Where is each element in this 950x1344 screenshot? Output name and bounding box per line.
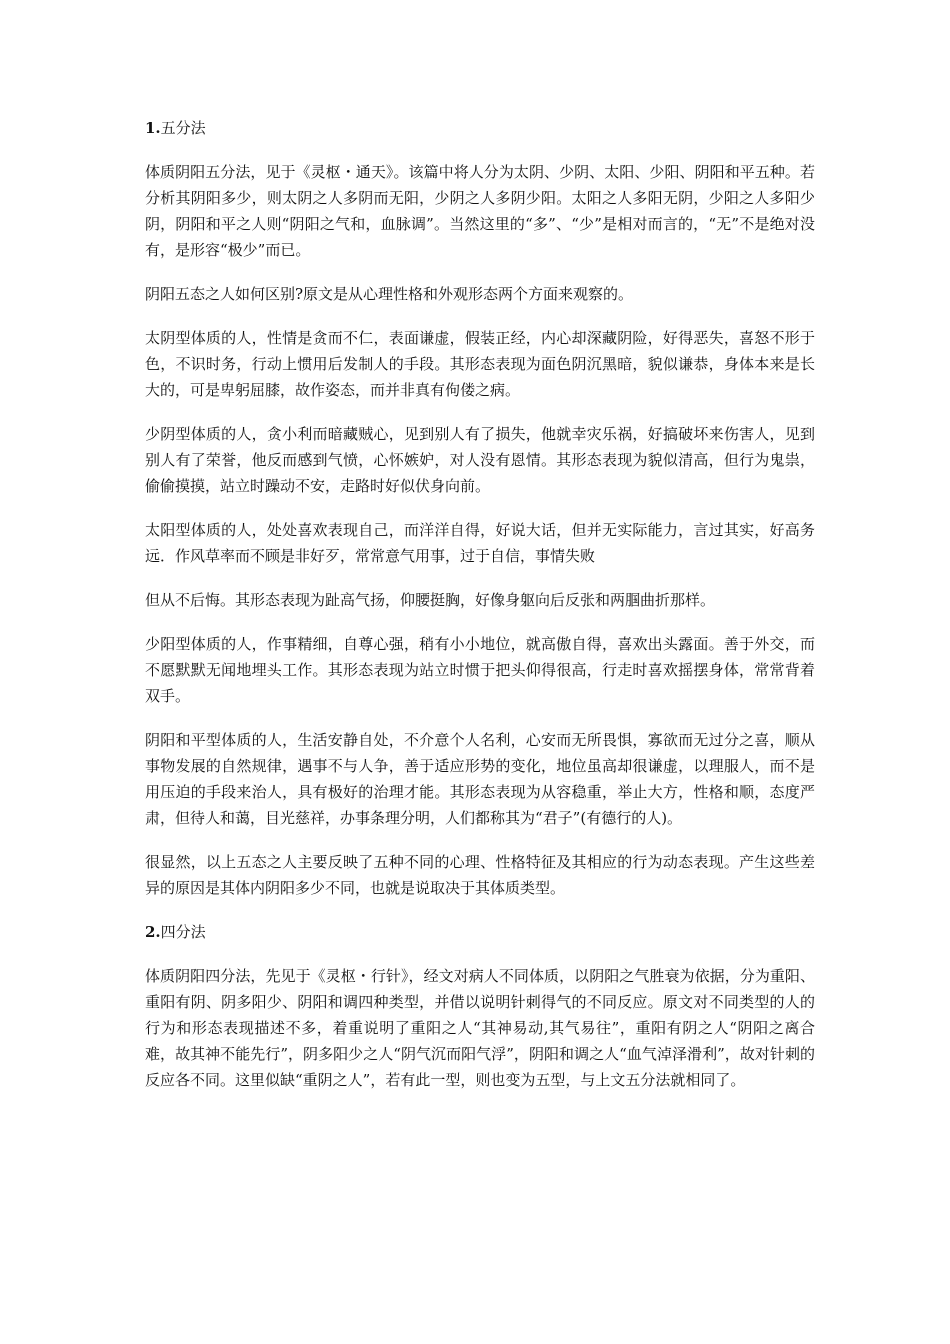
- paragraph: 太阴型体质的人，性情是贪而不仁，表面谦虚，假装正经，内心却深藏阴险，好得恶失，喜怒不形于色，不识时务，行动上惯用后发制人的手段。其形态表现为面色阴沉黑暗，貌似谦恭，身体本来是长大的，可是卑躬屈膝，故作姿态，而并非真有佝偻之病。: [145, 329, 815, 399]
- paragraph: 太阳型体质的人，处处喜欢表现自己，而洋洋自得，好说大话，但并无实际能力，言过其实，好高务远．作风草率而不顾是非好歹，常常意气用事，过于自信，事情失败: [145, 521, 815, 565]
- heading-number: 1.: [145, 119, 161, 137]
- paragraph: 体质阴阳四分法，先见于《灵枢・行针》，经文对病人不同体质，以阴阳之气胜衰为依据，分为重阳、重阳有阴、阴多阳少、阴阳和调四种类型，并借以说明针刺得气的不同反应。原文对不同类型的人的行为和形态表现描述不多，着重说明了重阳之人“其神易动,其气易往”，重阳有阴之人“阴阳之离合难，故其神不能先行”，阴多阳少之人“阴气沉而阳气浮”，阴阳和调之人“血气淖泽滑利”，故对针刺的反应各不同。这里似缺“重阴之人”，若有此一型，则也变为五型，与上文五分法就相同了。: [145, 967, 815, 1089]
- paragraph: 很显然，以上五态之人主要反映了五种不同的心理、性格特征及其相应的行为动态表现。产生这些差异的原因是其体内阴阳多少不同，也就是说取决于其体质类型。: [145, 853, 815, 897]
- paragraph: 体质阴阳五分法，见于《灵枢・通天》。该篇中将人分为太阴、少阴、太阳、少阳、阴阳和平五种。若分析其阴阳多少，则太阴之人多阴而无阳，少阴之人多阴少阳。太阳之人多阳无阴，少阳之人多阳少阴，阴阳和平之人则“阴阳之气和，血脉调”。当然这里的“多”、“少”是相对而言的，“无”不是绝对没有，是形容“极少”而已。: [145, 163, 815, 259]
- paragraph: 阴阳五态之人如何区别?原文是从心理性格和外观形态两个方面来观察的。: [145, 285, 634, 303]
- heading-text: 五分法: [160, 119, 206, 137]
- section-heading-four-division: [145, 919, 815, 945]
- paragraph: 阴阳和平型体质的人，生活安静自处，不介意个人名利，心安而无所畏惧，寡欲而无过分之喜，顺从事物发展的自然规律，遇事不与人争，善于适应形势的变化，地位虽高却很谦虚，以理服人，而不是用压迫的手段来治人，具有极好的治理才能。其形态表现为从容稳重，举止大方，性格和顺，态度严肃，但待人和蔼，目光慈祥，办事条理分明，人们都称其为“君子”(有德行的人)。: [145, 731, 815, 827]
- heading-text: 四分法: [160, 923, 206, 941]
- section-heading-five-division: [145, 115, 815, 141]
- paragraph: 少阳型体质的人，作事精细，自尊心强，稍有小小地位，就高傲自得，喜欢出头露面。善于外交，而不愿默默无闻地埋头工作。其形态表现为站立时惯于把头仰得很高，行走时喜欢摇摆身体，常常背着双手。: [145, 635, 815, 705]
- document-body: [145, 115, 815, 1111]
- paragraph: 少阴型体质的人，贪小利而暗藏贼心，见到别人有了损失，他就幸灾乐祸，好搞破坏来伤害人，见到别人有了荣誉，他反而感到气愤，心怀嫉妒，对人没有恩情。其形态表现为貌似清高，但行为鬼祟，偷偷摸摸，站立时躁动不安，走路时好似伏身向前。: [145, 425, 815, 495]
- paragraph: 但从不后悔。其形态表现为趾高气扬，仰腰挺胸，好像身躯向后反张和两腘曲折那样。: [145, 591, 716, 609]
- heading-number: 2.: [145, 923, 161, 941]
